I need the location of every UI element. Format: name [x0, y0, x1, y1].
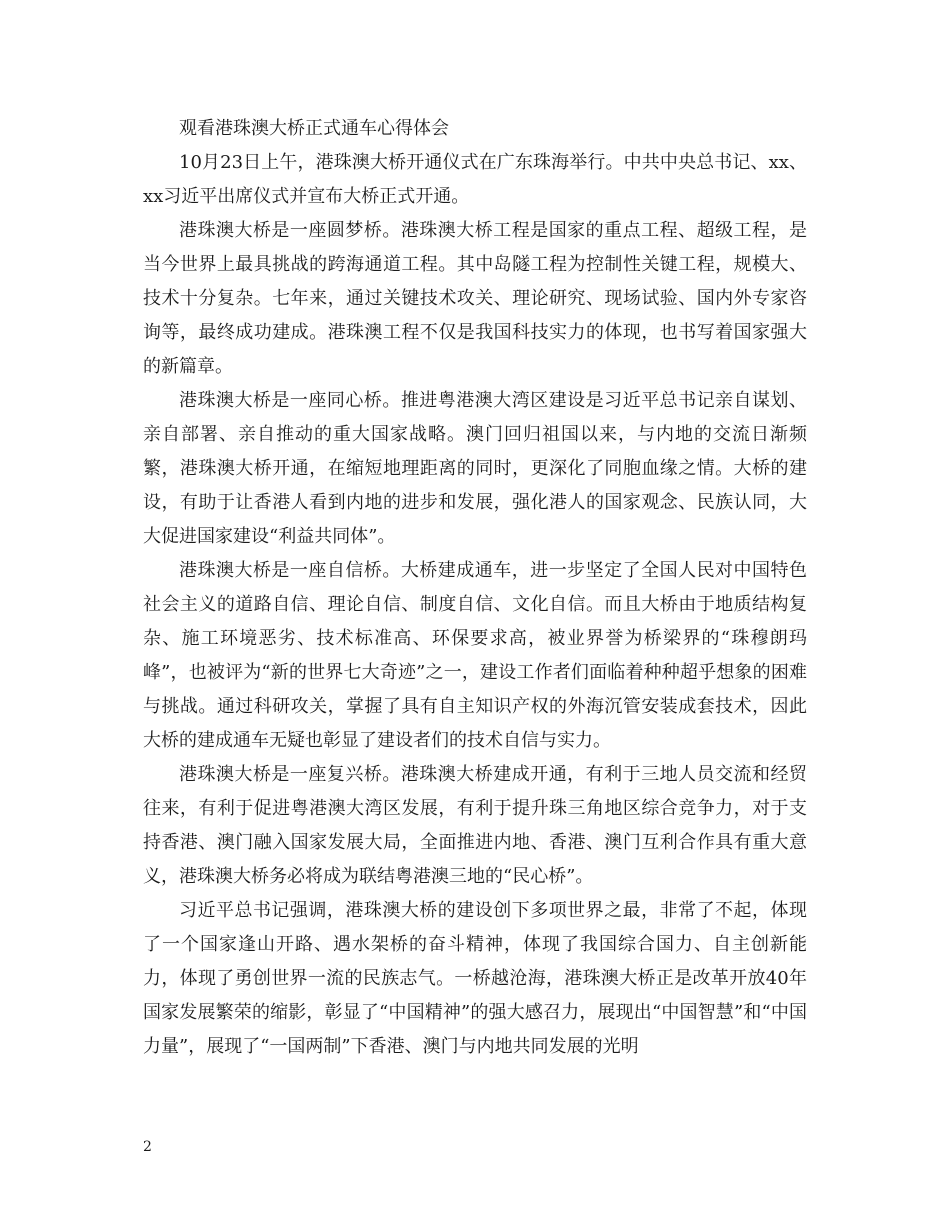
paragraph-xi-remarks: 习近平总书记强调，港珠澳大桥的建设创下多项世界之最，非常了不起，体现了一个国家逢山开路、遇水架桥的奋斗精神，体现了我国综合国力、自主创新能力，体现了勇创世界一流的民族志气。一桥越沧海，港珠澳大桥正是改革开放40年国家发展繁荣的缩影，彰显了“中国精神”的强大感召力，展现出“中国智慧”和“中国力量”，展现了“一国两制”下香港、澳门与内地共同发展的光明: [143, 900, 807, 1057]
paragraph-dream-bridge: 港珠澳大桥是一座圆梦桥。港珠澳大桥工程是国家的重点工程、超级工程，是当今世界上最具挑战的跨海通道工程。其中岛隧工程为控制性关键工程，规模大、技术十分复杂。七年来，通过关键技术攻关、理论研究、现场试验、国内外专家咨询等，最终成功建成。港珠澳工程不仅是我国科技实力的体现，也书写着国家强大的新篇章。: [143, 220, 807, 377]
paragraph-revival-bridge: 港珠澳大桥是一座复兴桥。港珠澳大桥建成开通，有利于三地人员交流和经贸往来，有利于促进粤港澳大湾区发展，有利于提升珠三角地区综合竞争力，对于支持香港、澳门融入国家发展大局，全面推进内地、香港、澳门互利合作具有重大意义，港珠澳大桥务必将成为联结粤港澳三地的“民心桥”。: [143, 764, 807, 887]
document-body: [143, 112, 807, 1064]
paragraph-opening-ceremony: 10月23日上午，港珠澳大桥开通仪式在广东珠海举行。中共中央总书记、xx、xx习近平出席仪式并宣布大桥正式开通。: [143, 152, 807, 207]
paragraph-unity-bridge: 港珠澳大桥是一座同心桥。推进粤港澳大湾区建设是习近平总书记亲自谋划、亲自部署、亲自推动的重大国家战略。澳门回归祖国以来，与内地的交流日渐频繁，港珠澳大桥开通，在缩短地理距离的同时，更深化了同胞血缘之情。大桥的建设，有助于让香港人看到内地的进步和发展，强化港人的国家观念、民族认同，大大促进国家建设“利益共同体”。: [143, 390, 807, 547]
page-number: 2: [143, 1139, 152, 1155]
paragraph-confidence-bridge: 港珠澳大桥是一座自信桥。大桥建成通车，进一步坚定了全国人民对中国特色社会主义的道路自信、理论自信、制度自信、文化自信。而且大桥由于地质结构复杂、施工环境恶劣、技术标准高、环保要求高，被业界誉为桥梁界的“珠穆朗玛峰”，也被评为“新的世界七大奇迹”之一，建设工作者们面临着种种超乎想象的困难与挑战。通过科研攻关，掌握了具有自主知识产权的外海沉管安装成套技术，因此大桥的建成通车无疑也彰显了建设者们的技术自信与实力。: [143, 560, 807, 751]
document-title: 观看港珠澳大桥正式通车心得体会: [179, 118, 449, 139]
